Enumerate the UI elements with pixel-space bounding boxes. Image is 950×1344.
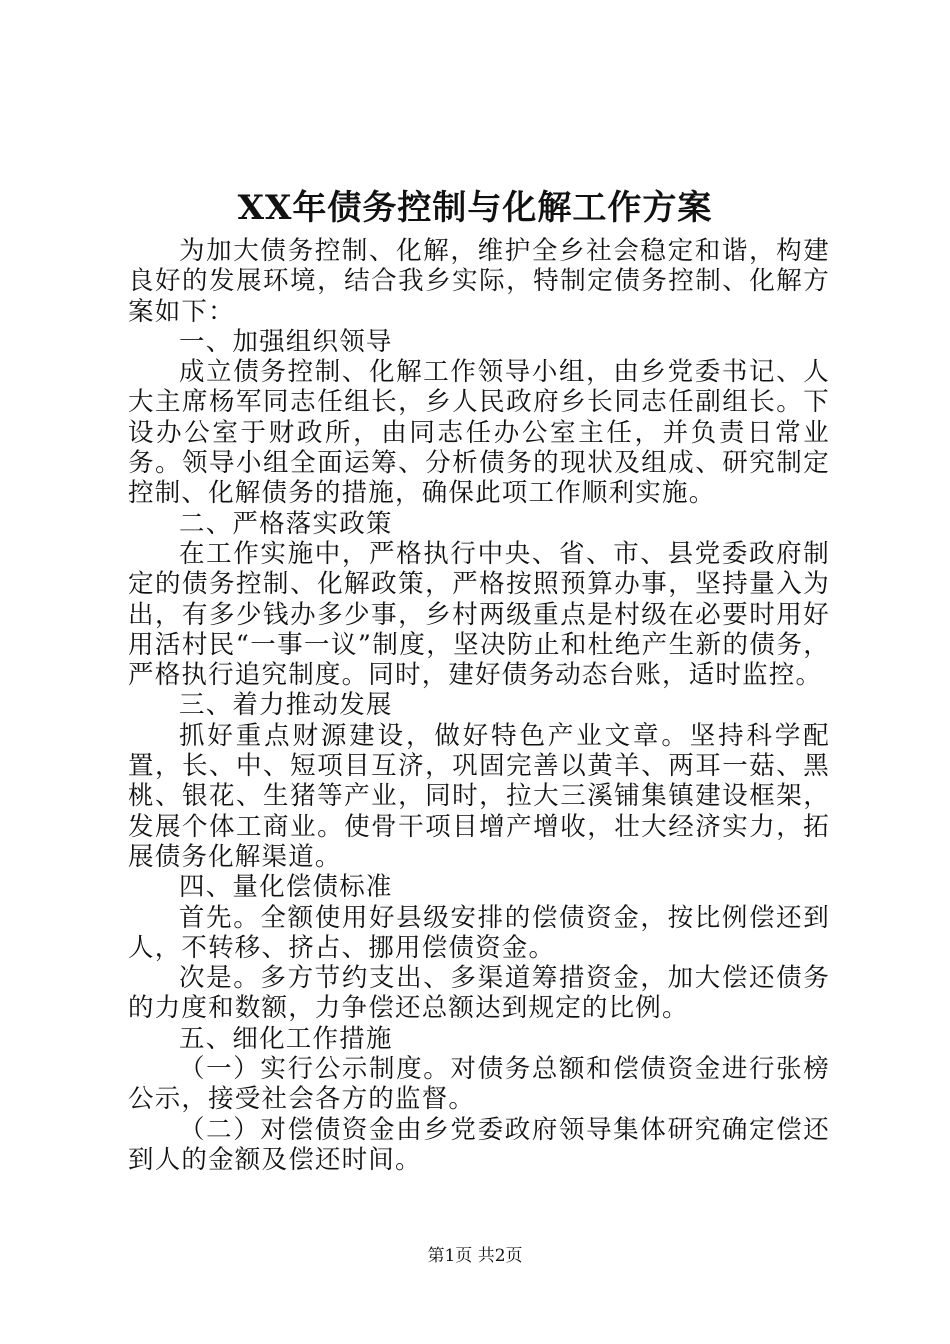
document-title: XX年债务控制与化解工作方案 [237, 188, 713, 228]
paragraph-measure-1: （一）实行公示制度。对债务总额和偿债资金进行张榜公示，接受社会各方的监督。 [128, 1054, 830, 1115]
page-number-footer: 第1页 共2页 [427, 1246, 523, 1266]
section-heading-3: 三、着力推动发展 [179, 690, 393, 721]
document-body [128, 236, 830, 1175]
paragraph-intro: 为加大债务控制、化解，维护全乡社会稳定和谐，构建良好的发展环境，结合我乡实际，特制定债务控制、化解方案如下： [128, 236, 830, 327]
paragraph-measure-2: （二）对偿债资金由乡党委政府领导集体研究确定偿还到人的金额及偿还时间。 [128, 1114, 830, 1175]
paragraph-organization: 成立债务控制、化解工作领导小组，由乡党委书记、人大主席杨军同志任组长，乡人民政府乡长同志任副组长。下设办公室于财政所，由同志任办公室主任，并负责日常业务。领导小组全面运筹、分析债务的现状及组成、研究制定控制、化解债务的措施，确保此项工作顺利实施。 [128, 357, 830, 509]
paragraph-repayment-first: 首先。全额使用好县级安排的偿债资金，按比例偿还到人，不转移、挤占、挪用偿债资金。 [128, 902, 830, 963]
paragraph-policy: 在工作实施中，严格执行中央、省、市、县党委政府制定的债务控制、化解政策，严格按照预算办事，坚持量入为出，有多少钱办多少事，乡村两级重点是村级在必要时用好用活村民“一事一议”制度，坚决防止和杜绝产生新的债务，严格执行追究制度。同时，建好债务动态台账，适时监控。 [128, 538, 830, 691]
paragraph-development: 抓好重点财源建设，做好特色产业文章。坚持科学配置，长、中、短项目互济，巩固完善以黄羊、两耳一菇、黑桃、银花、生猪等产业，同时，拉大三溪铺集镇建设框架，发展个体工商业。使骨干项目增产增收，壮大经济实力，拓展债务化解渠道。 [128, 720, 830, 872]
section-heading-1: 一、加强组织领导 [179, 326, 393, 357]
paragraph-repayment-second: 次是。多方节约支出、多渠道筹措资金，加大偿还债务的力度和数额，力争偿还总额达到规定的比例。 [128, 963, 830, 1024]
section-heading-4: 四、量化偿债标准 [179, 872, 393, 903]
section-heading-2: 二、严格落实政策 [179, 508, 393, 539]
section-heading-5: 五、细化工作措施 [179, 1023, 393, 1054]
